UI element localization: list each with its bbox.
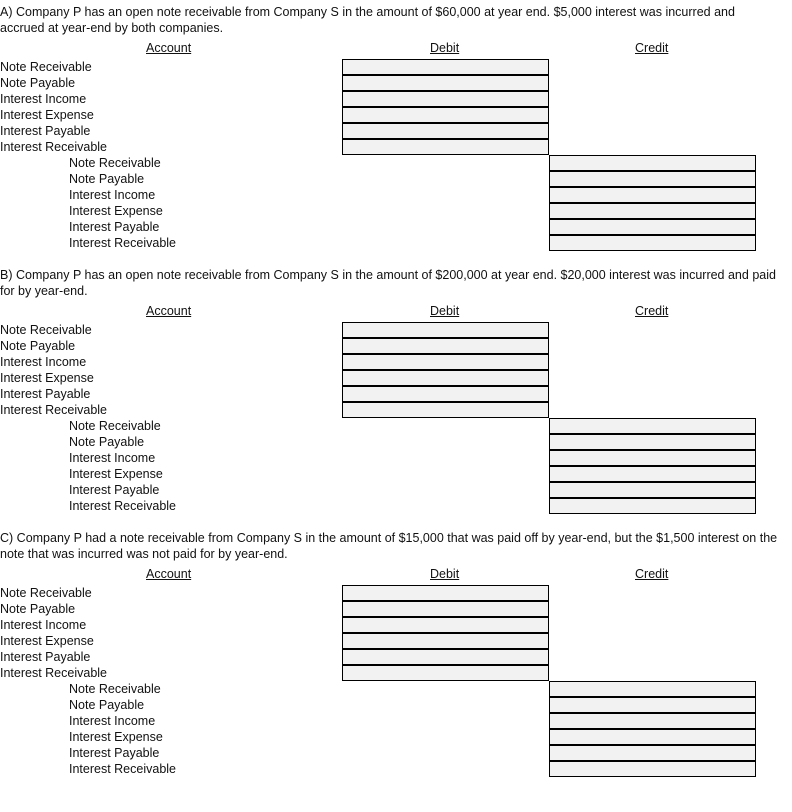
credit-input-interest-payable[interactable] [549,745,756,761]
debit-account-note-payable: Note Payable [0,76,76,90]
debit-input-note-receivable[interactable] [342,585,549,601]
debit-account-note-receivable: Note Receivable [0,323,92,337]
credit-account-note-payable: Note Payable [69,172,145,186]
credit-account-note-receivable: Note Receivable [69,682,161,696]
debit-input-interest-receivable[interactable] [342,402,549,418]
debit-account-interest-receivable: Interest Receivable [0,403,108,417]
problem-prompt: C) Company P had a note receivable from Company S in the amount of $15,000 that was paid off by year-end, but the $1,500 interest on the note that was incurred was not paid for by year-end. [0,531,778,561]
debit-account-note-receivable: Note Receivable [0,60,92,74]
debit-header: Debit [430,304,460,318]
credit-account-interest-income: Interest Income [69,451,156,465]
credit-account-note-receivable: Note Receivable [69,419,161,433]
credit-account-interest-expense: Interest Expense [69,467,163,481]
debit-input-note-payable[interactable] [342,601,549,617]
credit-account-interest-receivable: Interest Receivable [69,762,177,776]
debit-account-interest-receivable: Interest Receivable [0,666,108,680]
debit-input-note-receivable[interactable] [342,59,549,75]
debit-input-interest-receivable[interactable] [342,665,549,681]
debit-account-note-receivable: Note Receivable [0,586,92,600]
credit-input-note-payable[interactable] [549,434,756,450]
debit-input-interest-expense[interactable] [342,107,549,123]
problem-prompt: A) Company P has an open note receivable from Company S in the amount of $60,000 at year end. $5,000 interest was incurred and accrued at year-end by both companies. [0,5,735,35]
debit-input-interest-payable[interactable] [342,649,549,665]
debit-header: Debit [430,41,460,55]
debit-account-interest-expense: Interest Expense [0,108,94,122]
credit-header: Credit [635,567,669,581]
account-header: Account [146,567,192,581]
credit-input-interest-receivable[interactable] [549,761,756,777]
problem-prompt: B) Company P has an open note receivable from Company S in the amount of $200,000 at year end. $20,000 interest was incurred and paid for by year-end. [0,268,776,298]
credit-input-interest-income[interactable] [549,187,756,203]
debit-input-interest-income[interactable] [342,91,549,107]
debit-account-interest-income: Interest Income [0,355,87,369]
debit-account-interest-payable: Interest Payable [0,124,91,138]
credit-input-note-payable[interactable] [549,171,756,187]
credit-account-interest-payable: Interest Payable [69,220,160,234]
debit-input-interest-expense[interactable] [342,370,549,386]
credit-input-interest-expense[interactable] [549,729,756,745]
credit-account-interest-expense: Interest Expense [69,204,163,218]
credit-account-interest-income: Interest Income [69,714,156,728]
debit-input-interest-receivable[interactable] [342,139,549,155]
credit-account-interest-income: Interest Income [69,188,156,202]
credit-input-interest-payable[interactable] [549,482,756,498]
credit-input-interest-expense[interactable] [549,203,756,219]
credit-input-interest-payable[interactable] [549,219,756,235]
debit-input-interest-payable[interactable] [342,123,549,139]
credit-account-note-payable: Note Payable [69,435,145,449]
debit-input-interest-income[interactable] [342,617,549,633]
debit-account-note-payable: Note Payable [0,602,76,616]
debit-account-interest-expense: Interest Expense [0,371,94,385]
debit-header: Debit [430,567,460,581]
credit-account-interest-expense: Interest Expense [69,730,163,744]
credit-account-interest-payable: Interest Payable [69,483,160,497]
debit-input-note-payable[interactable] [342,75,549,91]
problem-c [0,530,792,792]
debit-account-note-payable: Note Payable [0,339,76,353]
debit-input-interest-payable[interactable] [342,386,549,402]
debit-account-interest-payable: Interest Payable [0,387,91,401]
credit-input-note-receivable[interactable] [549,418,756,434]
credit-input-interest-income[interactable] [549,450,756,466]
debit-input-note-payable[interactable] [342,338,549,354]
problem-b [0,267,792,529]
debit-input-interest-income[interactable] [342,354,549,370]
credit-account-interest-payable: Interest Payable [69,746,160,760]
credit-account-interest-receivable: Interest Receivable [69,499,177,513]
credit-input-interest-receivable[interactable] [549,235,756,251]
debit-input-note-receivable[interactable] [342,322,549,338]
debit-account-interest-income: Interest Income [0,618,87,632]
credit-input-interest-income[interactable] [549,713,756,729]
debit-account-interest-payable: Interest Payable [0,650,91,664]
credit-input-note-payable[interactable] [549,697,756,713]
problem-a [0,4,792,266]
credit-input-interest-receivable[interactable] [549,498,756,514]
credit-header: Credit [635,41,669,55]
account-header: Account [146,41,192,55]
debit-account-interest-expense: Interest Expense [0,634,94,648]
credit-account-note-receivable: Note Receivable [69,156,161,170]
credit-input-interest-expense[interactable] [549,466,756,482]
account-header: Account [146,304,192,318]
credit-header: Credit [635,304,669,318]
credit-input-note-receivable[interactable] [549,155,756,171]
debit-account-interest-income: Interest Income [0,92,87,106]
debit-account-interest-receivable: Interest Receivable [0,140,108,154]
credit-account-interest-receivable: Interest Receivable [69,236,177,250]
credit-account-note-payable: Note Payable [69,698,145,712]
credit-input-note-receivable[interactable] [549,681,756,697]
debit-input-interest-expense[interactable] [342,633,549,649]
